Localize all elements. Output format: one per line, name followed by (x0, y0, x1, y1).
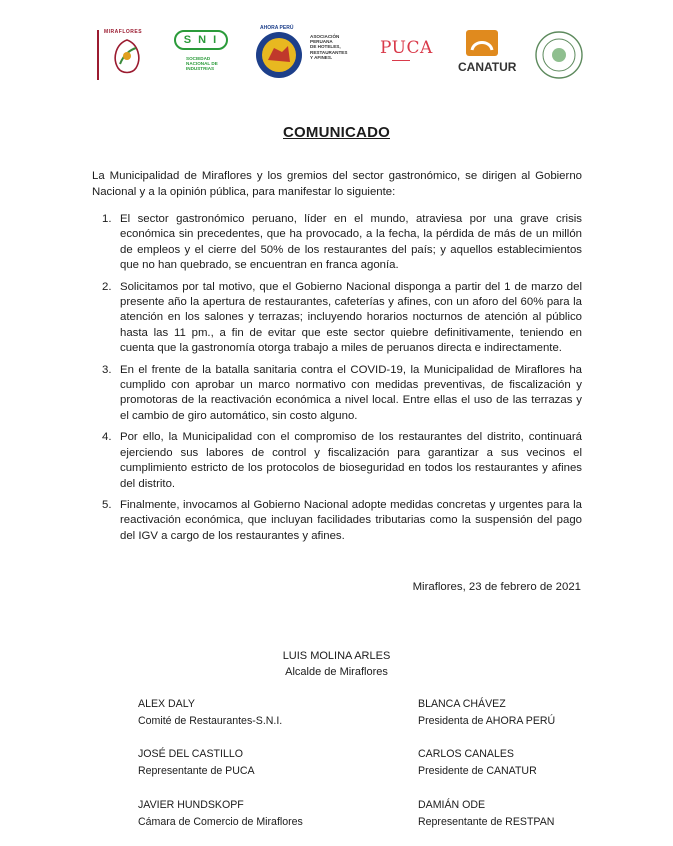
puca-logo: PUCA (378, 24, 426, 88)
list-item: 1. El sector gastronómico peruano, líder en el mundo, atraviesa por una grave crisis económica sin precedentes, que ha provocado, a la fecha, la pérdida de más de un millón de empleos y el cierre del 50% de los restaurantes del país; y aquellos establecimientos que no han quebrado, se encuentran en franca agonía. (102, 213, 582, 272)
signature-block (138, 696, 282, 730)
signatory-role: Presidente de CANATUR (418, 765, 537, 777)
signatory-role: Representante de PUCA (138, 765, 255, 777)
list-item: 5. Finalmente, invocamos al Gobierno Nacional adopte medidas concretas y urgentes para la reactivación económica, que incluyan facilidades tributarias como la suspensión del pago del IGV a cargo de los restaurantes y afines. (102, 498, 582, 542)
intro-paragraph: La Municipalidad de Miraflores y los gremios del sector gastronómico, se dirigen al Gobierno Nacional y a la opinión pública, para manifestar lo siguiente: (92, 170, 582, 198)
signatory-role: Representante de RESTPAN (418, 816, 555, 828)
signature-block (138, 797, 303, 831)
signatory-name: DAMIÁN ODE (418, 799, 486, 811)
place-date: Miraflores, 23 de febrero de 2021 (412, 581, 581, 593)
list-item: 3. En el frente de la batalla sanitaria contra el COVID-19, la Municipalidad de Miraflores ha cumplido con aprobar un marco normativo con medidas preventivas, de fiscalización y promotoras de la reactivación económica a nivel local. Entre ellas el uso de las terrazas y el cambio de giro automático, sin costo alguno. (102, 363, 582, 422)
signatory-role: Cámara de Comercio de Miraflores (138, 816, 303, 828)
signatory-name: ALEX DALY (138, 698, 195, 710)
numbered-list (92, 212, 582, 550)
canatur-logo: CANATUR (452, 24, 516, 88)
signatory-name: BLANCA CHÁVEZ (418, 698, 506, 710)
logo-row (88, 24, 588, 88)
list-item: 2. Solicitamos por tal motivo, que el Gobierno Nacional disponga a partir del 1 de marzo del presente año la apertura de restaurantes, cafeterías y afines, con un aforo del 60% para la atención en los salones y terrazas; incluyendo horarios nocturnos de atención al público hasta las 11 pm., a fin de evitar que este sector quiebre definitivamente, teniendo en cuenta que la gastronomía otorga trabajo a miles de peruanos directa e indirectamente. (102, 280, 582, 355)
signatory-name: LUIS MOLINA ARLES (282, 650, 391, 662)
signature-block (138, 746, 255, 780)
signature-block (418, 746, 537, 780)
signatory-name: JOSÉ DEL CASTILLO (138, 748, 243, 760)
list-item: 4. Por ello, la Municipalidad con el compromiso de los restaurantes del distrito, continuará ejerciendo sus labores de control y fiscalización para garantizar a sus vecinos el cumplimiento estricto de los protocolos de bioseguridad en todos los restaurantes y afines del distrito. (102, 431, 582, 490)
signatory-role: Alcalde de Miraflores (285, 666, 388, 678)
sni-logo: S N I SOCIEDAD NACIONAL DE INDUSTRIAS (174, 24, 238, 88)
signatory-role: Comité de Restaurantes-S.N.I. (138, 715, 283, 727)
camara-comercio-seal (532, 24, 588, 88)
signature-block (418, 696, 555, 730)
signatory-role: Presidenta de AHORA PERÚ (418, 715, 556, 727)
ahora-peru-logo: AHORA PERÚ ASOCIACIÓN PERUANA DE HOTELES, RESTAURANTES Y AFINES. (254, 24, 366, 88)
document-title: COMUNICADO (283, 124, 390, 141)
signatory-name: CARLOS CANALES (418, 748, 514, 760)
miraflores-logo: MIRAFLORES (96, 24, 158, 88)
signature-block (418, 797, 554, 831)
signatory-name: JAVIER HUNDSKOPF (138, 799, 244, 811)
mayor-signature (0, 648, 673, 680)
